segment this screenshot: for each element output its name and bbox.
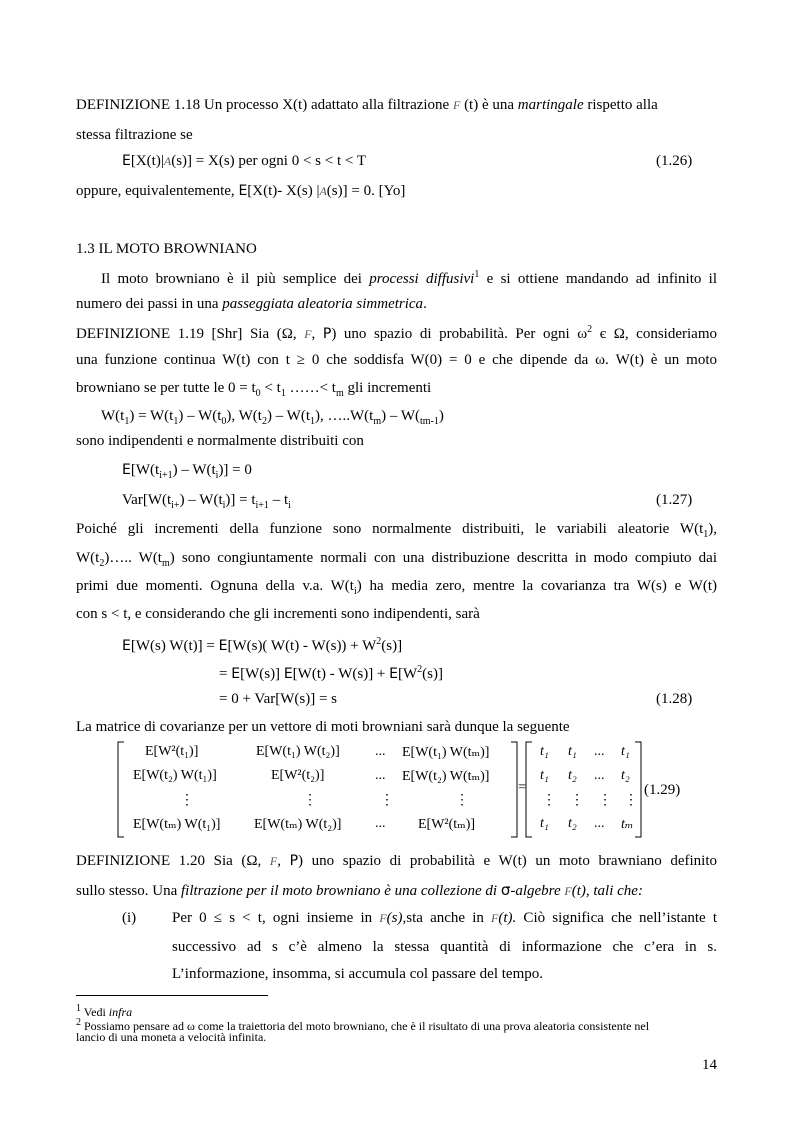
matrix-left-cell: ⋮ bbox=[303, 793, 317, 808]
matrix-left-cell: E[W²(t₂)] bbox=[271, 768, 325, 783]
matrix-right-cell: ⋮ bbox=[598, 793, 612, 808]
def119-line2: una funzione continua W(t) con t ≥ 0 che soddisfa W(0) = 0 e che dipende da ω. W(t) è un moto bbox=[76, 352, 717, 368]
eq-1-26: E[X(t)|A(s)] = X(s) per ogni 0 < s < t < T bbox=[122, 153, 366, 169]
intro-line2: numero dei passi in una passeggiata aleatoria simmetrica. bbox=[76, 296, 427, 312]
matrix-left-cell: E[W(t₂) W(t₁)] bbox=[133, 768, 217, 783]
matrix-right-cell: ... bbox=[594, 816, 605, 831]
def119-line1: DEFINIZIONE 1.19 [Shr] Sia (Ω, F, P) uno spazio di probabilità. Per ogni $\omega^2$ є Ω, consideriamo bbox=[76, 324, 717, 342]
section-heading: 1.3 IL MOTO BROWNIANO bbox=[76, 241, 257, 257]
matrix-right-cell: ... bbox=[594, 744, 605, 759]
def118-line3: oppure, equivalentemente, E[X(t)- X(s) |A(s)] = 0. [Yo] bbox=[76, 183, 406, 199]
eq-number-1-28: (1.28) bbox=[656, 691, 693, 707]
footnote-2: $^2$ Possiamo pensare ad ω come la traiettoria del moto browniano, che è il risultato di una prova aleatoria consistente nel bbox=[76, 1017, 650, 1033]
matrix-right-cell: t₁ bbox=[540, 816, 549, 831]
matrix-right-cell: t₂ bbox=[568, 816, 577, 831]
matrix-left-cell: ⋮ bbox=[455, 793, 469, 808]
eq-number-1-26: (1.26) bbox=[656, 153, 693, 169]
matrix-right-cell: t₁ bbox=[540, 744, 549, 759]
matrix-left-cell: E[W(tₘ) W(t₂)] bbox=[254, 817, 342, 832]
matrix-left-cell: ... bbox=[375, 816, 386, 831]
matrix-right-cell: t₂ bbox=[568, 768, 577, 783]
eq-expectation-zero: $E[W(t_{i+1}) - W(t_i)] = 0$ bbox=[122, 462, 252, 481]
item-label: (i) bbox=[122, 910, 137, 926]
eq-number-1-29: (1.29) bbox=[644, 782, 681, 798]
footnote-2-cont: lancio di una moneta a velocità infinita. bbox=[76, 1030, 267, 1044]
matrix-left-cell: E[W(t₂) W(tₘ)] bbox=[402, 769, 490, 784]
matrix-right-cell: ⋮ bbox=[570, 793, 584, 808]
matrix-right-cell: ... bbox=[594, 768, 605, 783]
matrix-right-cell: t₁ bbox=[568, 744, 577, 759]
para-line1: Poiché gli incrementi della funzione sono normalmente distribuiti, le variabili aleatorie $W(t_1)$, bbox=[76, 521, 717, 540]
matrix-left-cell: ⋮ bbox=[180, 793, 194, 808]
def118-line2: stessa filtrazione se bbox=[76, 127, 193, 143]
matrix-left-cell: E[W(tₘ) W(t₁)] bbox=[133, 817, 221, 832]
para-line4: con s < t, e considerando che gli incrementi sono indipendenti, sarà bbox=[76, 606, 480, 622]
footnote-rule bbox=[76, 995, 268, 996]
matrix-left-cell: E[W(t₁) W(tₘ)] bbox=[402, 745, 490, 760]
matrix-right-cell: t₂ bbox=[621, 768, 630, 783]
item-line2: successivo ad s c’è almeno la stessa quantità di informazione che c’era in s. bbox=[172, 939, 717, 955]
eq-1-28-row1: E[W(s) W(t)] = E[W(s)( $W(t) - W(s)) + W^2(s)$] bbox=[122, 636, 403, 654]
matrix-left-cell: E[W²(tₘ)] bbox=[418, 817, 476, 832]
page-number: 14 bbox=[702, 1057, 717, 1073]
matrix-right-cell: t₁ bbox=[621, 744, 630, 759]
def118-line1: DEFINIZIONE 1.18 Un processo X(t) adattato alla filtrazione F (t) è una martingale rispetto alla bbox=[76, 97, 658, 113]
matrix-right-cell: tₘ bbox=[621, 817, 634, 832]
eq-1-28-row3: = 0 + Var[W(s)] = s bbox=[219, 691, 337, 707]
matrix-right-cell: ⋮ bbox=[624, 793, 638, 808]
eq-number-1-27: (1.27) bbox=[656, 492, 693, 508]
matrix-right-cell: ⋮ bbox=[542, 793, 556, 808]
matrix-intro: La matrice di covarianze per un vettore di moti browniani sarà dunque la seguente bbox=[76, 719, 570, 735]
matrix-left-cell: E[W²(t₁)] bbox=[145, 744, 199, 759]
matrix-left-cell: ... bbox=[375, 744, 386, 759]
eq-1-27: $Var[W(t_{i+}) - W(t_i)] = t_{i+1} - t_i$ bbox=[122, 492, 291, 511]
matrix-left-cell: ⋮ bbox=[380, 793, 394, 808]
script-f-symbol: F bbox=[452, 98, 461, 112]
def120-line1: DEFINIZIONE 1.20 Sia (Ω, F, P) uno spazio di probabilità e W(t) un moto brawniano definito bbox=[76, 853, 718, 869]
def120-line2: sullo stesso. Una filtrazione per il moto browniano è una collezione di σ-algebre F(t), tali che: bbox=[76, 881, 643, 899]
item-line3: L’informazione, insomma, si accumula col passare del tempo. bbox=[172, 966, 544, 982]
intro-line1: Il moto browniano è il più semplice dei processi diffusivi$^1$ e si ottiene mandando ad infinito il bbox=[101, 269, 717, 287]
matrix-left-cell: ... bbox=[375, 768, 386, 783]
footnote-1: $^1$ Vedi infra bbox=[76, 1003, 133, 1019]
matrix-left-cell: E[W(t₁) W(t₂)] bbox=[256, 744, 340, 759]
eq-1-28-row2: = E[W(s)] $E[W(t) - W(s)] + E[W^2(s)]$ bbox=[219, 664, 443, 682]
item-line1: Per 0 ≤ s < t, ogni insieme in F(s),sta anche in F(t). Ciò significa che nell’istante t bbox=[172, 910, 717, 926]
def119-line3: browniano se per tutte le $0 = t_0 < t_1$ ……< $t_m$ gli incrementi bbox=[76, 380, 432, 399]
matrix-right-cell: t₁ bbox=[540, 768, 549, 783]
def119-line5: sono indipendenti e normalmente distribuiti con bbox=[76, 433, 364, 449]
para-line2: $W(t_2)\dots$.. $W(t_m)$ sono congiuntamente normali con una distribuzione descritta in modo compiuto dai bbox=[76, 550, 717, 569]
def119-increments: $W(t_1) = W(t_1) - W(t_0)$, $W(t_2) - W(t_1)$, $\dots..W(t_m) - W(_{tm-1})$ bbox=[101, 408, 444, 427]
para-line3: primi due momenti. Ognuna della v.a. $W(t_i)$ ha media zero, mentre la covarianza tra W(s) e W(t) bbox=[76, 578, 717, 597]
matrix-equals-sign: = bbox=[518, 780, 526, 795]
